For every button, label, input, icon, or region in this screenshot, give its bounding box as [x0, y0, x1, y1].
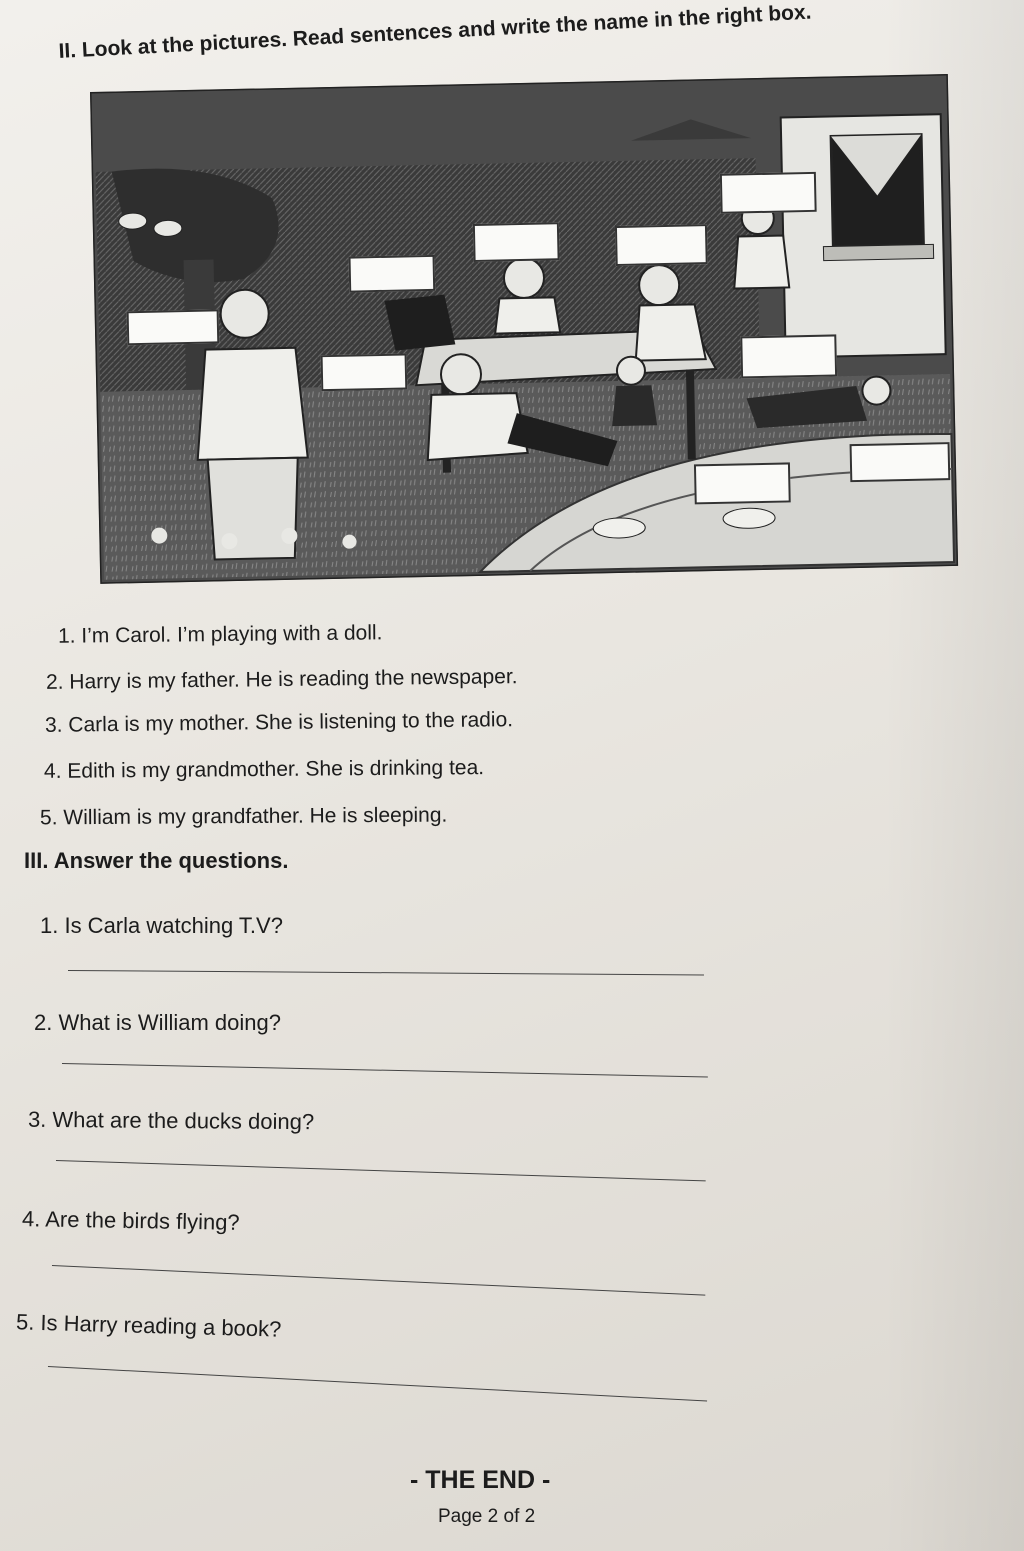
name-box-7[interactable] [740, 334, 837, 378]
question-2: 2. What is William doing? [34, 1010, 281, 1035]
page-number: Page 2 of 2 [438, 1506, 536, 1527]
section-2-heading: II. Look at the pictures. Read sentences and write the name in the right box. [58, 0, 812, 63]
illustration-drawing [90, 74, 958, 584]
question-3: 3. What are the ducks doing? [27, 1106, 315, 1135]
question-4: 4. Are the birds flying? [21, 1206, 240, 1235]
name-box-1[interactable] [127, 309, 220, 345]
name-box-6[interactable] [321, 353, 408, 391]
sentence-4: 4. Edith is my grandmother. She is drinking tea. [43, 756, 485, 783]
name-box-8[interactable] [694, 462, 791, 504]
question-1: 1. Is Carla watching T.V? [40, 913, 283, 938]
question-5: 5. Is Harry reading a book? [15, 1309, 282, 1342]
sentence-2: 2. Harry is my father. He is reading the newspaper. [45, 665, 518, 694]
name-box-2[interactable] [349, 255, 436, 293]
section-3-heading: III. Answer the questions. [24, 848, 289, 873]
the-end-label: - THE END - [410, 1466, 551, 1494]
sentence-5: 5. William is my grandfather. He is sleeping. [39, 803, 448, 830]
name-box-9[interactable] [850, 442, 951, 482]
name-box-3[interactable] [473, 222, 560, 262]
name-box-4[interactable] [615, 224, 708, 266]
sentence-3: 3. Carla is my mother. She is listening to the radio. [44, 708, 514, 737]
family-garden-illustration [90, 74, 958, 584]
sentence-1: 1. I’m Carol. I’m playing with a doll. [57, 621, 383, 648]
name-box-5[interactable] [720, 172, 817, 214]
